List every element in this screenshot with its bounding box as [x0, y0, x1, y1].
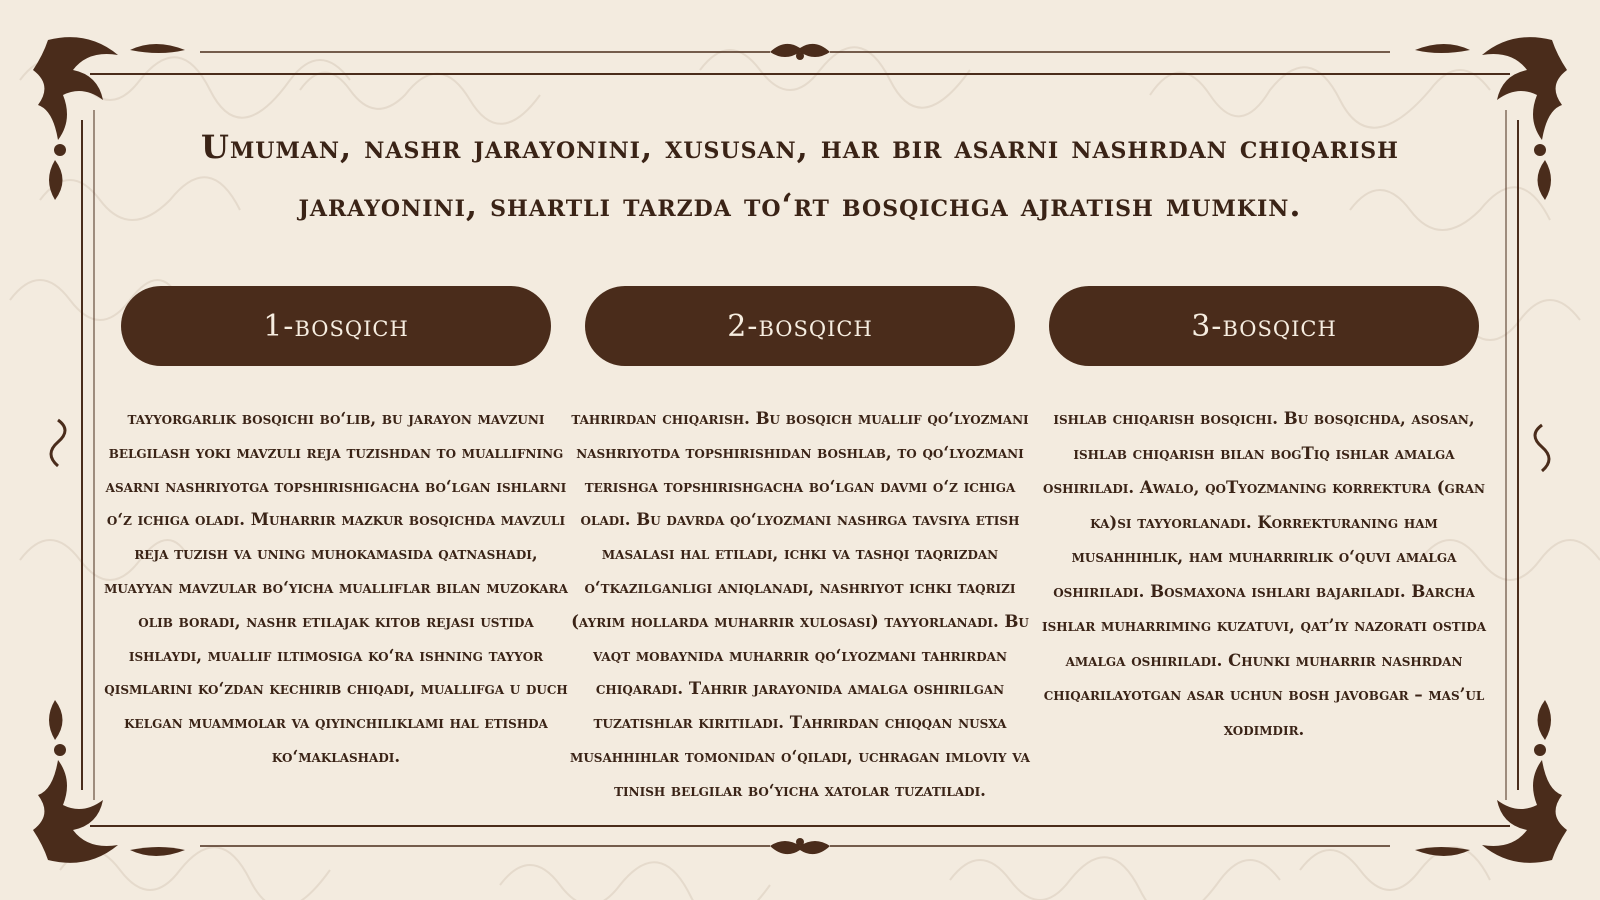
stage-3-description: ishlab chiqarish bosqichi. Bu bosqichda, asosan, ishlab chiqarish bilan bogTiq ishlar amalga oshiriladi. Awalo, qoTyozmaning korrektura (gran ka)si tayyorlanadi. Korrekturaning ham musahhihlik, ham muharrirlik o‘quvi amalga oshiriladi. Bosmaxona ishlari bajariladi. Barcha ishlar muharriming kuzatuvi, qat’iy nazorati ostida amalga oshiriladi. Chunki muharrir nashrdan chiqarilayotgan asar uchun bosh javobgar – mas’ul xodimdir. [1041, 409, 1487, 739]
stage-2-description: tahrirdan chiqarish. Bu bosqich muallif qo‘lyozmani nashriyotda topshirishidan boshlab, to qo‘lyozmani terishga topshirishgacha bo‘lgan davmi o‘z ichiga oladi. Bu davrda qo‘lyozmani nashrga tavsiya etish masalasi hal etiladi, ichki va tashqi taqrizdan o‘tkazilganligi aniqlanadi, nashriyot ichki taqrizi (ayrim hollarda muharrir xulosasi) tayyorlanadi. Bu vaqt mobaynida muharrir qo‘lyozmani tahrirdan chiqaradi. Tahrir jarayonida amalga oshirilgan tuzatishlar kiritiladi. Tahrirdan chiqqan nusxa musahhihlar tomonidan o‘qiladi, uchragan imloviy va tinish belgilar bo‘yicha xatolar tuzatiladi. [570, 409, 1030, 800]
page-title: Umuman, nashr jarayonini, xususan, har bir asarni nashrdan chiqarish jarayonini, shartli tarzda to‘rt bosqichga ajratish mumkin. [201, 128, 1399, 224]
corner-ornament-top-left [33, 37, 185, 200]
stage-column-3 [1032, 286, 1496, 747]
left-side-flourish [51, 420, 65, 466]
bottom-center-flourish [770, 838, 830, 854]
stage-2-badge: 2-bosqich [585, 286, 1015, 366]
stage-3-badge: 3-bosqich [1049, 286, 1479, 366]
stage-column-2 [568, 286, 1032, 808]
stage-column-1 [104, 286, 568, 774]
corner-ornament-top-right [1415, 37, 1567, 200]
stage-1-badge: 1-bosqich [121, 286, 551, 366]
top-center-flourish [770, 44, 830, 60]
stage-1-description: tayyorgarlik bosqichi bo‘lib, bu jarayon mavzuni belgilash yoki mavzuli reja tuzishdan to muallifning asarni nashriyotga topshirishigacha bo‘lgan ishlarni o‘z ichiga oladi. Muharrir mazkur bosqichda mavzuli reja tuzish va uning muhokamasida qatnashadi, muayyan mavzular bo‘yicha mualliflar bilan muzokara olib boradi, nashr etilajak kitob rejasi ustida ishlaydi, muallif iltimosiga ko‘ra ishning tayyor qismlarini ko‘zdan kechirib chiqadi, muallifga u duch kelgan muammolar va qiyinchiliklami hal etishda ko‘maklashadi. [104, 409, 568, 766]
right-side-flourish [1535, 425, 1549, 471]
